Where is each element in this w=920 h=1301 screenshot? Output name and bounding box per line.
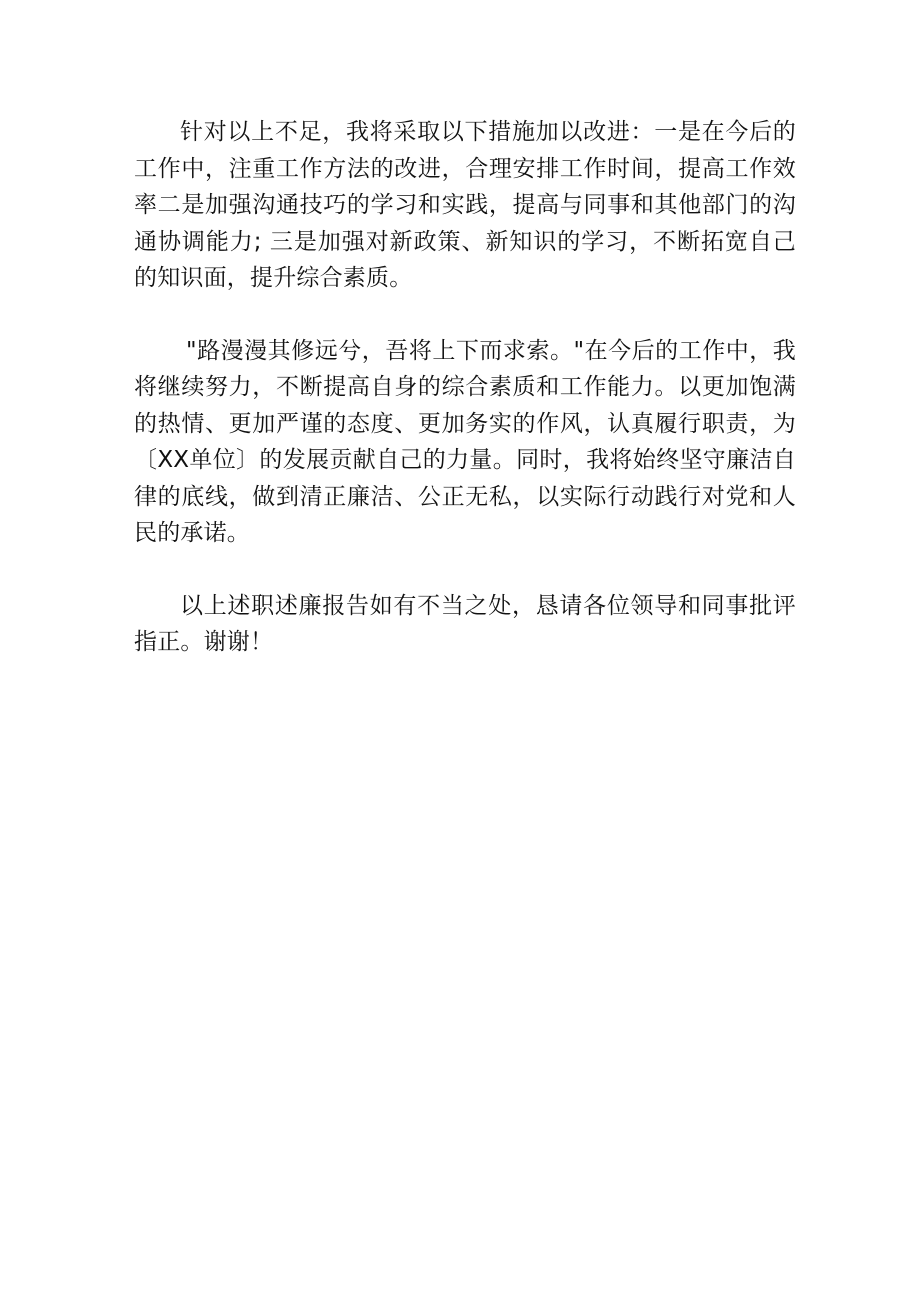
paragraph-future-commitment: "路漫漫其修远兮，吾将上下而求索。"在今后的工作中，我将继续努力，不断提高自身的综合素质和工作能力。以更加饱满的热情、更加严谨的态度、更加务实的作风，认真履行职责，为〔XX单位〕的发展贡献自己的力量。同时，我将始终坚守廉洁自律的底线，做到清正廉洁、公正无私，以实际行动践行对党和人民的承诺。 (134, 337, 796, 546)
paragraph-improvement-measures: 针对以上不足，我将采取以下措施加以改进：一是在今后的工作中，注重工作方法的改进，合理安排工作时间，提高工作效率二是加强沟通技巧的学习和实践，提高与同事和其他部门的沟通协调能力; 三是加强对新政策、新知识的学习，不断拓宽自己的知识面，提升综合素质。 (134, 119, 796, 291)
document-body (134, 114, 796, 661)
paragraph-closing: 以上述职述廉报告如有不当之处，恳请各位领导和同事批评指正。谢谢！ (134, 592, 796, 655)
